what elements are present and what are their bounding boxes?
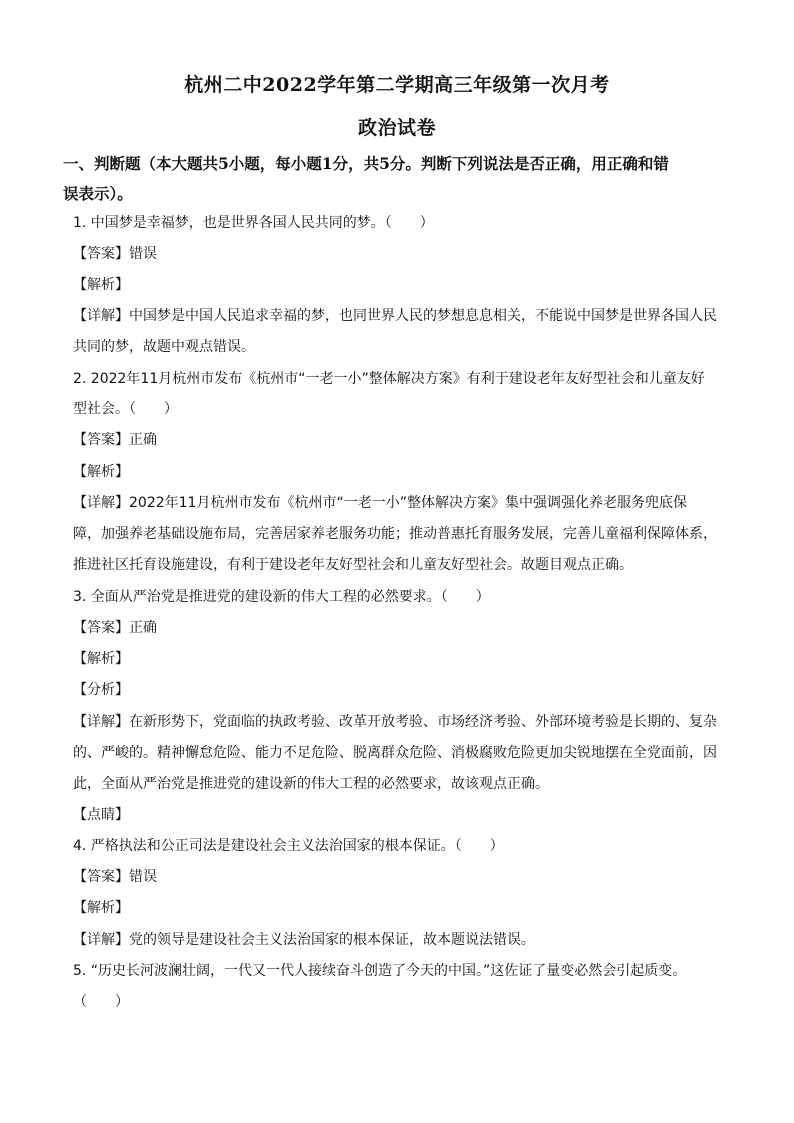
section-heading: 一、判断题（本大题共5小题，每小题1分，共5分。判断下列说法是否正确，用正确和错	[63, 154, 669, 173]
exam-subtitle: 政治试卷	[357, 117, 436, 139]
question-3-dianjing: 【点睛】	[73, 807, 129, 823]
question-5-stem-cont: （ ）	[73, 994, 129, 1010]
question-4-answer: 【答案】错误	[73, 869, 157, 885]
question-2-detail-cont: 推进社区托育设施建设，有利于建设老年友好型社会和儿童友好型社会。故题目观点正确。	[73, 557, 633, 573]
question-1-stem: 1. 中国梦是幸福梦，也是世界各国人民共同的梦。（ ）	[73, 215, 434, 231]
question-3-fenxi: 【分析】	[73, 682, 129, 698]
question-2-detail-cont: 障，加强养老基础设施布局，完善居家养老服务功能；推动普惠托育服务发展，完善儿童福利保障体系，	[73, 526, 717, 542]
question-3-answer: 【答案】正确	[73, 620, 157, 636]
question-2-answer: 【答案】正确	[73, 432, 157, 448]
question-2-stem-cont: 型社会。（ ）	[73, 401, 178, 417]
question-3-detail: 【详解】在新形势下，党面临的执政考验、改革开放考验、市场经济考验、外部环境考验是长期的、复杂	[73, 714, 717, 730]
question-3-detail-cont: 的、严峻的。精神懈怠危险、能力不足危险、脱离群众危险、消极腐败危险更加尖锐地摆在全党面前，因	[73, 745, 717, 761]
question-5-stem: 5. “历史长河波澜壮阔，一代又一代人接续奋斗创造了今天的中国。”这佐证了量变必然会引起质变。	[73, 963, 687, 979]
section-heading-cont: 误表示）。	[63, 184, 133, 203]
question-4-stem: 4. 严格执法和公正司法是建设社会主义法治国家的根本保证。（ ）	[73, 838, 504, 854]
question-2-stem: 2. 2022年11月杭州市发布《杭州市“一老一小”整体解决方案》有利于建设老年友好型社会和儿童友好	[73, 371, 705, 387]
question-3-analysis: 【解析】	[73, 651, 129, 667]
question-4-analysis: 【解析】	[73, 900, 129, 916]
question-1-analysis: 【解析】	[73, 277, 129, 293]
question-1-detail-cont: 共同的梦，故题中观点错误。	[73, 339, 255, 355]
exam-title: 杭州二中2022学年第二学期高三年级第一次月考	[184, 74, 610, 96]
question-2-detail: 【详解】2022年11月杭州市发布《杭州市“一老一小”整体解决方案》集中强调强化养老服务兜底保	[73, 495, 687, 511]
question-1-answer: 【答案】错误	[73, 246, 157, 262]
question-3-stem: 3. 全面从严治党是推进党的建设新的伟大工程的必然要求。（ ）	[73, 589, 490, 605]
question-2-analysis: 【解析】	[73, 464, 129, 480]
question-3-detail-cont: 此，全面从严治党是推进党的建设新的伟大工程的必然要求，故该观点正确。	[73, 776, 549, 792]
question-4-detail: 【详解】党的领导是建设社会主义法治国家的根本保证，故本题说法错误。	[73, 932, 535, 948]
question-1-detail: 【详解】中国梦是中国人民追求幸福的梦，也同世界人民的梦想息息相关，不能说中国梦是世界各国人民	[73, 308, 717, 324]
